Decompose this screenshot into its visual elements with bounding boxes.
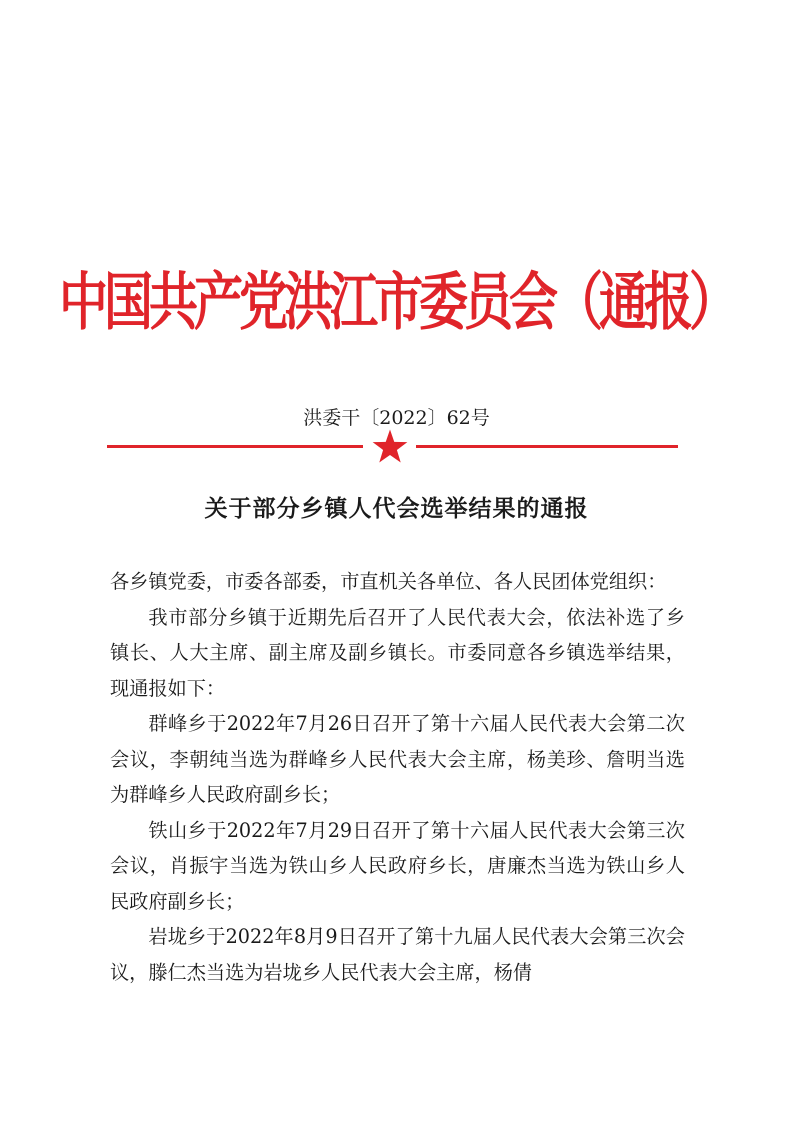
document-body <box>110 564 685 990</box>
masthead: 中国共产党洪江市委员会（通报） <box>58 265 734 339</box>
salutation: 各乡镇党委，市委各部委，市直机关各单位、各人民团体党组织： <box>110 570 667 593</box>
document-number: 洪委干〔2022〕62号 <box>303 407 490 429</box>
document-title: 关于部分乡镇人代会选举结果的通报 <box>204 496 589 522</box>
paragraph-yanlong: 岩垅乡于2022年8月9日召开了第十九届人民代表大会第三次会议，滕仁杰当选为岩垅乡人民代表大会主席，杨倩 <box>110 925 685 984</box>
paragraph-intro: 我市部分乡镇于近期先后召开了人民代表大会，依法补选了乡镇长、人大主席、副主席及副乡镇长。市委同意各乡镇选举结果，现通报如下： <box>110 605 685 700</box>
star-icon <box>371 428 409 466</box>
red-divider-right <box>416 445 678 448</box>
paragraph-qunfeng: 群峰乡于2022年7月26日召开了第十六届人民代表大会第二次会议，李朝纯当选为群峰乡人民代表大会主席，杨美珍、詹明当选为群峰乡人民政府副乡长； <box>110 712 685 806</box>
red-divider-left <box>107 445 363 448</box>
paragraph-tieshan: 铁山乡于2022年7月29日召开了第十六届人民代表大会第三次会议，肖振宇当选为铁山乡人民政府乡长，唐廉杰当选为铁山乡人民政府副乡长； <box>110 818 685 913</box>
